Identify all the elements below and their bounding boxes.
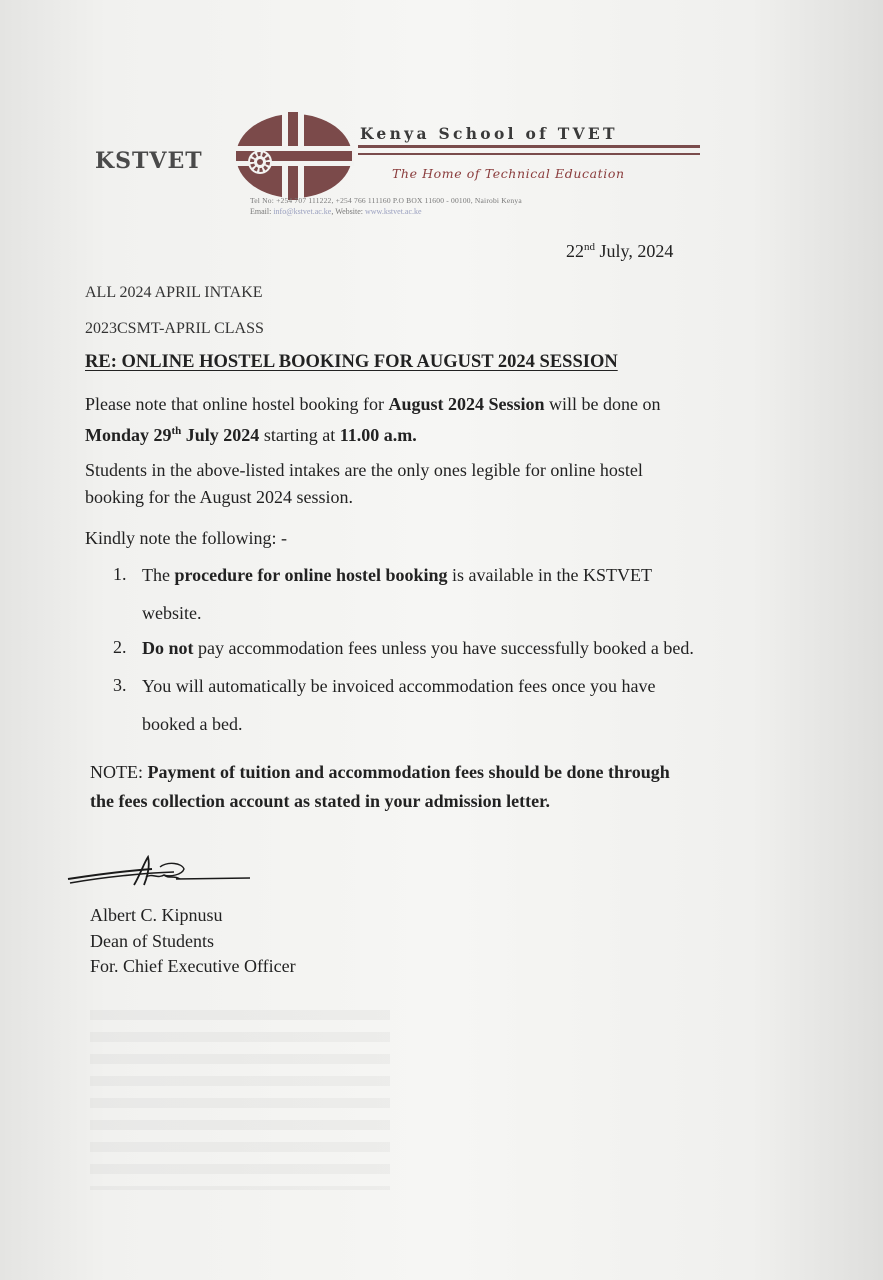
recipient-line-2: 2023CSMT-APRIL CLASS <box>85 320 264 337</box>
date-suffix: nd <box>584 241 595 253</box>
email-label: Email: <box>250 207 272 216</box>
contact-line: Tel No: +254 707 111222, +254 766 111160 P.O BOX 11600 - 00100, Nairobi Kenya <box>250 196 522 205</box>
note-label: NOTE: <box>90 762 148 782</box>
list-number-1: 1. <box>113 564 127 584</box>
website-link[interactable]: www.kstvet.ac.ke <box>365 207 422 216</box>
payment-note <box>90 758 780 816</box>
intro-paragraph <box>85 391 805 449</box>
kstvet-logo <box>232 110 356 202</box>
institution-motto: The Home of Technical Education <box>392 166 625 181</box>
list-item-1: The procedure for online hostel booking is available in the KSTVET website. <box>142 565 652 623</box>
email-website-line: Email: info@kstvet.ac.ke, Website: www.kstvet.ac.ke <box>250 207 422 216</box>
intro-text-1: Please note that online hostel booking for <box>85 394 389 414</box>
letterhead-short-name: KSTVET <box>95 148 203 174</box>
date-day: 22 <box>566 241 584 261</box>
intro-session: August 2024 Session <box>388 394 545 414</box>
eligibility-paragraph <box>85 457 805 511</box>
note-line-1: Payment of tuition and accommodation fees should be done through <box>147 762 670 782</box>
note-line-2: the fees collection account as stated in your admission letter. <box>90 791 550 811</box>
signatory-title: Dean of Students <box>90 931 214 951</box>
letterhead-rule-bottom <box>358 153 700 155</box>
procedure-emphasis: procedure for online hostel booking <box>174 565 448 585</box>
kindly-note-line: Kindly note the following: - <box>85 528 287 548</box>
signatory-for: For. Chief Executive Officer <box>90 956 296 976</box>
website-label: Website: <box>335 207 363 216</box>
show-through-texture <box>90 1010 390 1190</box>
institution-name: Kenya School of TVET <box>360 124 618 143</box>
eligibility-line-2: booking for the August 2024 session. <box>85 487 353 507</box>
intro-text-3: starting at <box>259 425 340 445</box>
list-number-2: 2. <box>113 637 127 657</box>
do-not-emphasis: Do not <box>142 638 194 658</box>
list-item-2: Do not pay accommodation fees unless you have successfully booked a bed. <box>142 638 694 658</box>
list-number-3: 3. <box>113 675 127 695</box>
handwritten-signature <box>64 855 254 895</box>
date-month-year: July, 2024 <box>599 241 674 261</box>
intro-start-time: 11.00 a.m. <box>339 425 417 445</box>
letter-date <box>566 241 673 262</box>
intro-text-2: will be done on <box>544 394 661 414</box>
signatory-name: Albert C. Kipnusu <box>90 905 223 925</box>
intro-booking-date: Monday 29th July 2024 <box>85 425 260 445</box>
letterhead-rule-top <box>358 145 700 148</box>
list-item-3: You will automatically be invoiced accommodation fees once you have booked a bed. <box>142 676 656 734</box>
recipient-line-1: ALL 2024 APRIL INTAKE <box>85 284 263 301</box>
email-link[interactable]: info@kstvet.ac.ke <box>273 207 332 216</box>
eligibility-line-1: Students in the above-listed intakes are the only ones legible for online hostel <box>85 460 643 480</box>
subject-heading: RE: ONLINE HOSTEL BOOKING FOR AUGUST 2024 SESSION <box>85 352 618 372</box>
